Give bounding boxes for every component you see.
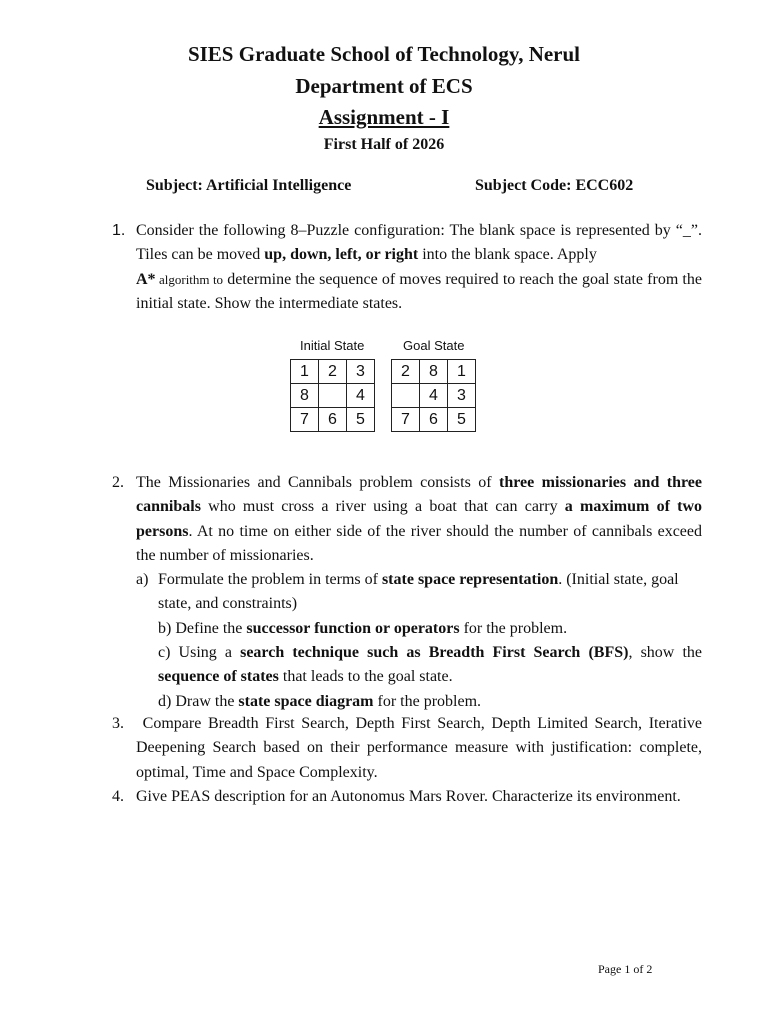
grid-cell: 5: [448, 408, 476, 432]
grid-cell: 2: [319, 360, 347, 384]
grid-cell: 6: [319, 408, 347, 432]
grid-cell: 2: [392, 360, 420, 384]
sub-question-c: c) Using a search technique such as Breadth First Search (BFS), show the sequence of states that leads to the goal state.: [158, 644, 703, 686]
sub-question-b: b) Define the successor function or operators for the problem.: [158, 619, 568, 637]
subject-code-label: Subject Code: ECC602: [475, 177, 634, 194]
grid-cell: [392, 384, 420, 408]
grid-cell: 3: [347, 360, 375, 384]
department-title: Department of ECS: [295, 74, 473, 98]
question-number: 3.: [112, 715, 124, 732]
puzzle-figure: [290, 338, 490, 438]
grid-cell: 8: [291, 384, 319, 408]
initial-state-label: Initial State: [300, 338, 365, 353]
term-subtitle: First Half of 2026: [323, 136, 445, 153]
grid-cell: 3: [448, 384, 476, 408]
question-4: 4. Give PEAS description for an Autonomus Mars Rover. Characterize its environment.: [136, 785, 702, 809]
question-3: 3. Compare Breadth First Search, Depth First Search, Depth Limited Search, Iterative Deepening Search based on their performance measure with justification: complete, optimal, Time and Space Complexity.: [136, 712, 702, 785]
goal-state-grid: [391, 359, 476, 432]
grid-cell: 1: [291, 360, 319, 384]
grid-cell: 5: [347, 408, 375, 432]
grid-cell: 6: [420, 408, 448, 432]
grid-cell: 4: [347, 384, 375, 408]
grid-cell: 8: [420, 360, 448, 384]
subject-label: Subject: Artificial Intelligence: [146, 177, 352, 194]
page-number: Page 1 of 2: [598, 962, 653, 976]
assignment-title: Assignment - I: [318, 105, 450, 129]
goal-state-label: Goal State: [403, 338, 465, 353]
institution-title: SIES Graduate School of Technology, Nerul: [187, 42, 581, 66]
question-number: 2.: [112, 474, 124, 491]
grid-cell: [319, 384, 347, 408]
sub-question-a: a) Formulate the problem in terms of state space representation. (Initial state, goal state, and constraints): [136, 571, 679, 613]
question-2: 2. The Missionaries and Cannibals problem consists of three missionaries and three cannibals who must cross a river using a boat that can carry a maximum of two persons. At no time on either side of the river should the number of cannibals exceed the number of missionaries. a) Formulate the problem in terms of state space representation. (Initial state, goal state, and constraints) b) Define the successor function or operators for the problem. c) Using a search technique such as Breadth First Search (BFS), show the sequence of states that leads to the goal state. d) Draw the state space diagram for the problem.: [136, 471, 702, 714]
grid-cell: 4: [420, 384, 448, 408]
grid-cell: 7: [392, 408, 420, 432]
question-number: 1.: [112, 222, 126, 239]
grid-cell: 1: [448, 360, 476, 384]
initial-state-grid: [290, 359, 375, 432]
question-1: 1. Consider the following 8–Puzzle configuration: The blank space is represented by “_”. Tiles can be moved up, down, left, or right into the blank space. Apply A* algorithm to determine the sequence of moves required to reach the goal state from the initial state. Show the intermediate states.: [136, 219, 702, 316]
question-number: 4.: [112, 788, 124, 805]
grid-cell: 7: [291, 408, 319, 432]
sub-question-d: d) Draw the state space diagram for the problem.: [158, 692, 482, 710]
